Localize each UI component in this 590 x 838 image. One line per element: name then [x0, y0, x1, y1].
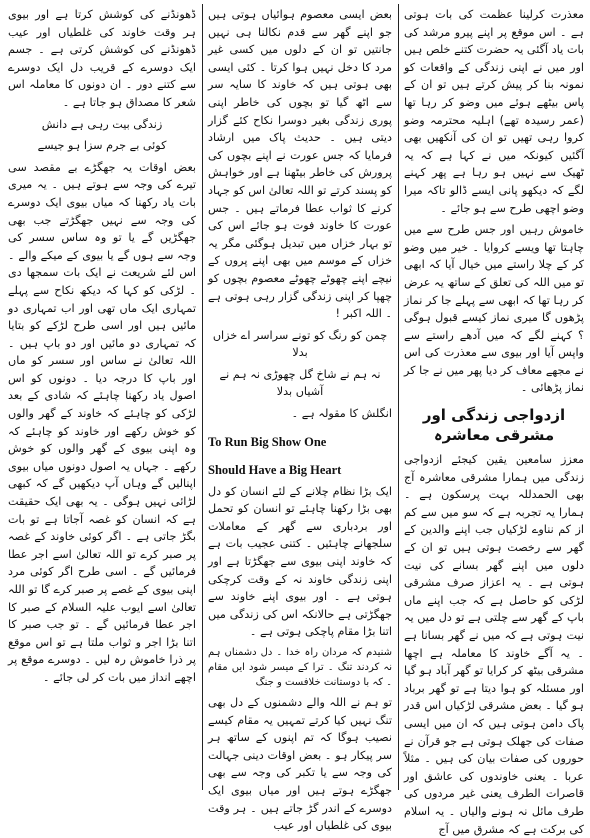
persian-couplet: شنیدم کہ مردان راہ خدا ۔ دل دشمناں ہم نہ کردند تنگ ۔ ترا کے میسر شود ایں مقام ۔ کہ با دوستانت خلافست و جنگ [208, 647, 392, 688]
paragraph: خاموش رہیں اور جس طرح سے میں چاہتا تھا ویسے کروایا ۔ خیر میں وضو کر کے چلا راستے میں خیال آیا کہ ابھی تو میں اللہ کی تعلق کے ساتھ یہ عرض کر رہا تھا کہ ابھی سے پہلے جا کر نماز پڑھوں گا میری نماز کیسے قبول ہوگی ؟ کہنے لگے کہ میں آدھے راستے سے واپس آیا اور بیوی سے معذرت کی اس نے مجھے معاف کر دیا پھر میں نے جا کر نماز پڑھائی ۔ [404, 223, 584, 395]
column-divider [202, 4, 203, 790]
english-quote-line: Should Have a Big Heart [208, 462, 342, 477]
verse-line: نہ ہم نے شاخ گل چھوڑی نہ ہم نے آشیاں بدلا [219, 367, 381, 399]
english-quote-line: To Run Big Show One [208, 434, 327, 449]
paragraph: تو ہم نے اللہ والے دشمنوں کے دل بھی تنگ نہیں کیا کرتے تمہیں یہ مقام کیسے نصیب ہوگا کہ تم اپنوں کے ساتھ ہر سر پیکار ہو ۔ بعض اوقات دینی جہالت کی وجہ سے یا تکبر کی وجہ سے بھی جھگڑے ہوتے ہیں اور میاں بیوی ایک دوسرے کے اندر گڑ جاتے ہیں ۔ ہر وقت بیوی کی غلطیاں اور عیب [208, 696, 392, 833]
paragraph: معزز سامعین یقین کیجئے ازدواجی زندگی میں ہمارا مشرقی معاشرہ آج بھی الحمدللہ بہت پرسکون ہے ۔ ہمارا یہ تجربہ ہے کہ سو میں سے کم از کم نناوے لڑکیاں جب اپنے والدین کے گھر سے رخصت ہوتی ہیں تو ان کے دلوں میں اپنے گھر بسانے کی نیت ہوتی ہے ۔ یہ اعزاز صرف مشرقی لڑکی کو حاصل ہے کہ جب اپنے ماں باپ کے گھر سے چلتی ہے تو دل میں یہ نیت ہوتی ہے کہ میں نے گھر بسانا ہے ۔ یہ آگے خاوند کا معاملہ ہے اچھا مشرقی بیٹھ کر کرایا تو گھر آباد ہو گیا اور مسئلہ کو ہوا دیتا ہے تو گھر برباد ہو گیا ۔ بعض مشرقی لڑکیاں اس قدر پاک دامن ہوتی ہیں کہ ان میں ایسی صفات کی جھلک ہوتی ہے جو قرآن نے حوروں کی صفات بیان کی ہیں ۔ مثلاً عربا ۔ یعنی خاوندوں کی عاشق اور قاصرات الطرف یعنی غیر مردوں کی طرف مائل نہ ہونے والیاں ۔ یہ اسلام کی برکت ہے کہ مشرق میں آج [404, 453, 584, 836]
column-middle [208, 6, 392, 833]
note-line: انگلش کا مقولہ ہے ۔ [291, 407, 392, 421]
verse-line: چمن کو رنگ کو تونے سراسر اے خزاں بدلا [212, 328, 388, 360]
paragraph: ڈھونڈنے کی کوشش کرتا ہے اور بیوی ہر وقت خاوند کی غلطیاں اور عیب ڈھونڈنے کی کوشش کرتی ہے ۔ جسم ایک دوسرے کے قریب دل ایک دوسرے سے کتنے دور ۔ ان دونوں کا معاملہ اس شعر کا مصداق ہو جاتا ہے ۔ [8, 8, 196, 109]
column-right [404, 6, 584, 836]
paragraph: معذرت کرلینا عظمت کی بات ہوتی ہے ۔ اس موقع پر اپنے پیرو مرشد کی بات یاد آگئی یہ حضرت کتنے خلص ہیں اور میں نے اپنی زندگی کے واقعات کو نمونہ بنا کر پیش کرتے ہیں تو ان کے پاس بیٹھے ہوئے میں وضو کر رہا تھا (عمر رسیدہ تھے) اہلیہ محترمہ وضو کروا رہی تھیں تو ان کی آنکھیں بھی آگئیں کیونکہ میں نے کہا ہے کہ یہ ٹھیک سے نہیں ہو رہا ہے پھر کہنے لگے کہ دیکھو پانی ایسے ڈالو تاکہ میرا وضو اچھی طرح سے ہو جائے ۔ [404, 8, 584, 215]
column-left [8, 6, 196, 790]
verse-line: زندگی بیت رہی ہے دانش [41, 117, 163, 131]
paragraph: بعض اوقات یہ جھگڑے بے مقصد سی تیرے کی وجہ سے ہوتے ہیں ۔ یہ میری بات یاد رکھنا کہ میاں بیوی ایک دوسرے کی وجہ سے نہیں جھگڑتے جب بھی جھگڑیں گے یا تو وہ ساس سسر کی وجہ سے ہوں گے یا بیوی کے میکے والے ۔ اس لئے شریعت نے ایک بات سمجھا دی ۔ لڑکی کو کہا کہ دیکھ نکاح سے پہلے تمہاری ایک ماں تھی اور اب تمہاری دو مائیں ہیں اور اسی طرح لڑکے کو بتایا کہ تمہاری دو مائیں اور دو باپ ہیں ۔ اللہ تعالیٰ نے ساس اور سسر کو ماں اور باپ کا درجہ دیا ۔ دونوں کو اس اصول یاد رکھنا چاہئے کہ شادی کے بعد لڑکی کو چاہئے کہ خاوند کے گھر والوں کو خوش رکھے اور خاوند کو چاہئے کہ وہ اپنی بیوی کے گھر والوں کو خوش رکھے ۔ جہاں یہ اصول دونوں میاں بیوی اپنالیں گے وہاں آپ دیکھیں گے کہ کبھی لڑائی نہیں ہوگی ۔ یہ بھی ایک حقیقت ہے کہ انسان کو غصہ آجاتا ہے تو بات بگڑ جاتی ہے ۔ اگر کوئی خاوند کے غصہ پر صبر کرے تو اللہ تعالیٰ اسے اجر عطا فرمائیں گے ۔ اسی طرح اگر کوئی مرد اپنی بیوی کے غصے پر صبر کرے گا تو اللہ تعالیٰ اسے ایوب علیہ السلام کے صبر کا اجر عطا فرمائیں گے ۔ تو جب صبر کا اتنا بڑا اجر و ثواب ملتا ہے تو اس موقع پر ذرا خاموش رہ لیں ۔ دوسرے موقع پر اچھے انداز میں بات کر لی جائے ۔ [8, 160, 196, 684]
section-heading: ازدواجی زندگی اور مشرقی معاشرہ [422, 406, 566, 445]
paragraph: بعض ایسی معصوم ہوائیاں ہوتی ہیں جو اپنے گھر سے قدم نکالنا ہی نہیں جانتیں تو ان کے دلوں میں کسی غیر مرد کا دخل نہیں ہوا کرتا ۔ کئی ایسی بھی ہوتی ہیں کہ خاوند کا سایہ سر سے اٹھ گیا تو بچوں کی خاطر اپنی پوری زندگی بغیر دوسرا نکاح کئے گزار دیتی ہیں ۔ حدیث پاک میں ارشاد فرمایا کہ جس عورت نے اپنے بچوں کی پرورش کی خاطر بیٹھنا ہے اور خواہش کو پسند کرتے تو اللہ تعالیٰ اس کو جہاد کرنے کا ثواب عطا فرماتے ہیں ۔ جس عورت کا خاوند فوت ہو جائے اس کی تو بہار خزاں میں تبدیل ہوگئی مگر یہ خزاں کے موسم میں بھی اپنے پروں کے نیچے اپنے چھوٹے چھوٹے معصوم بچوں کو چھپا کر اپنی زندگی گزار رہی ہوتی ہے ۔ اللہ اکبر ! [208, 8, 392, 321]
verse-line: کوئی بے جرم سزا ہو جیسے [37, 139, 167, 153]
column-divider [398, 4, 399, 790]
paragraph: ایک بڑا نظام چلانے کے لئے انسان کو دل بھی بڑا رکھنا چاہئے تو انسان کو تحمل اور بردباری سے گھر کے معاملات سلجھانے چاہئیں ۔ کتنی عجیب بات ہے کہ خاوند اپنی بیوی سے جھگڑتا ہے اور اپنی زندگی خاوند نہ کے وقت کرچکی ہوتی ہے ۔ اور بیوی اپنے خاوند سے جھگڑتی ہے حالانکہ اس کی زندگی میں اتنا بڑا مقام پاچکی ہوتی ہے ۔ [208, 484, 392, 639]
